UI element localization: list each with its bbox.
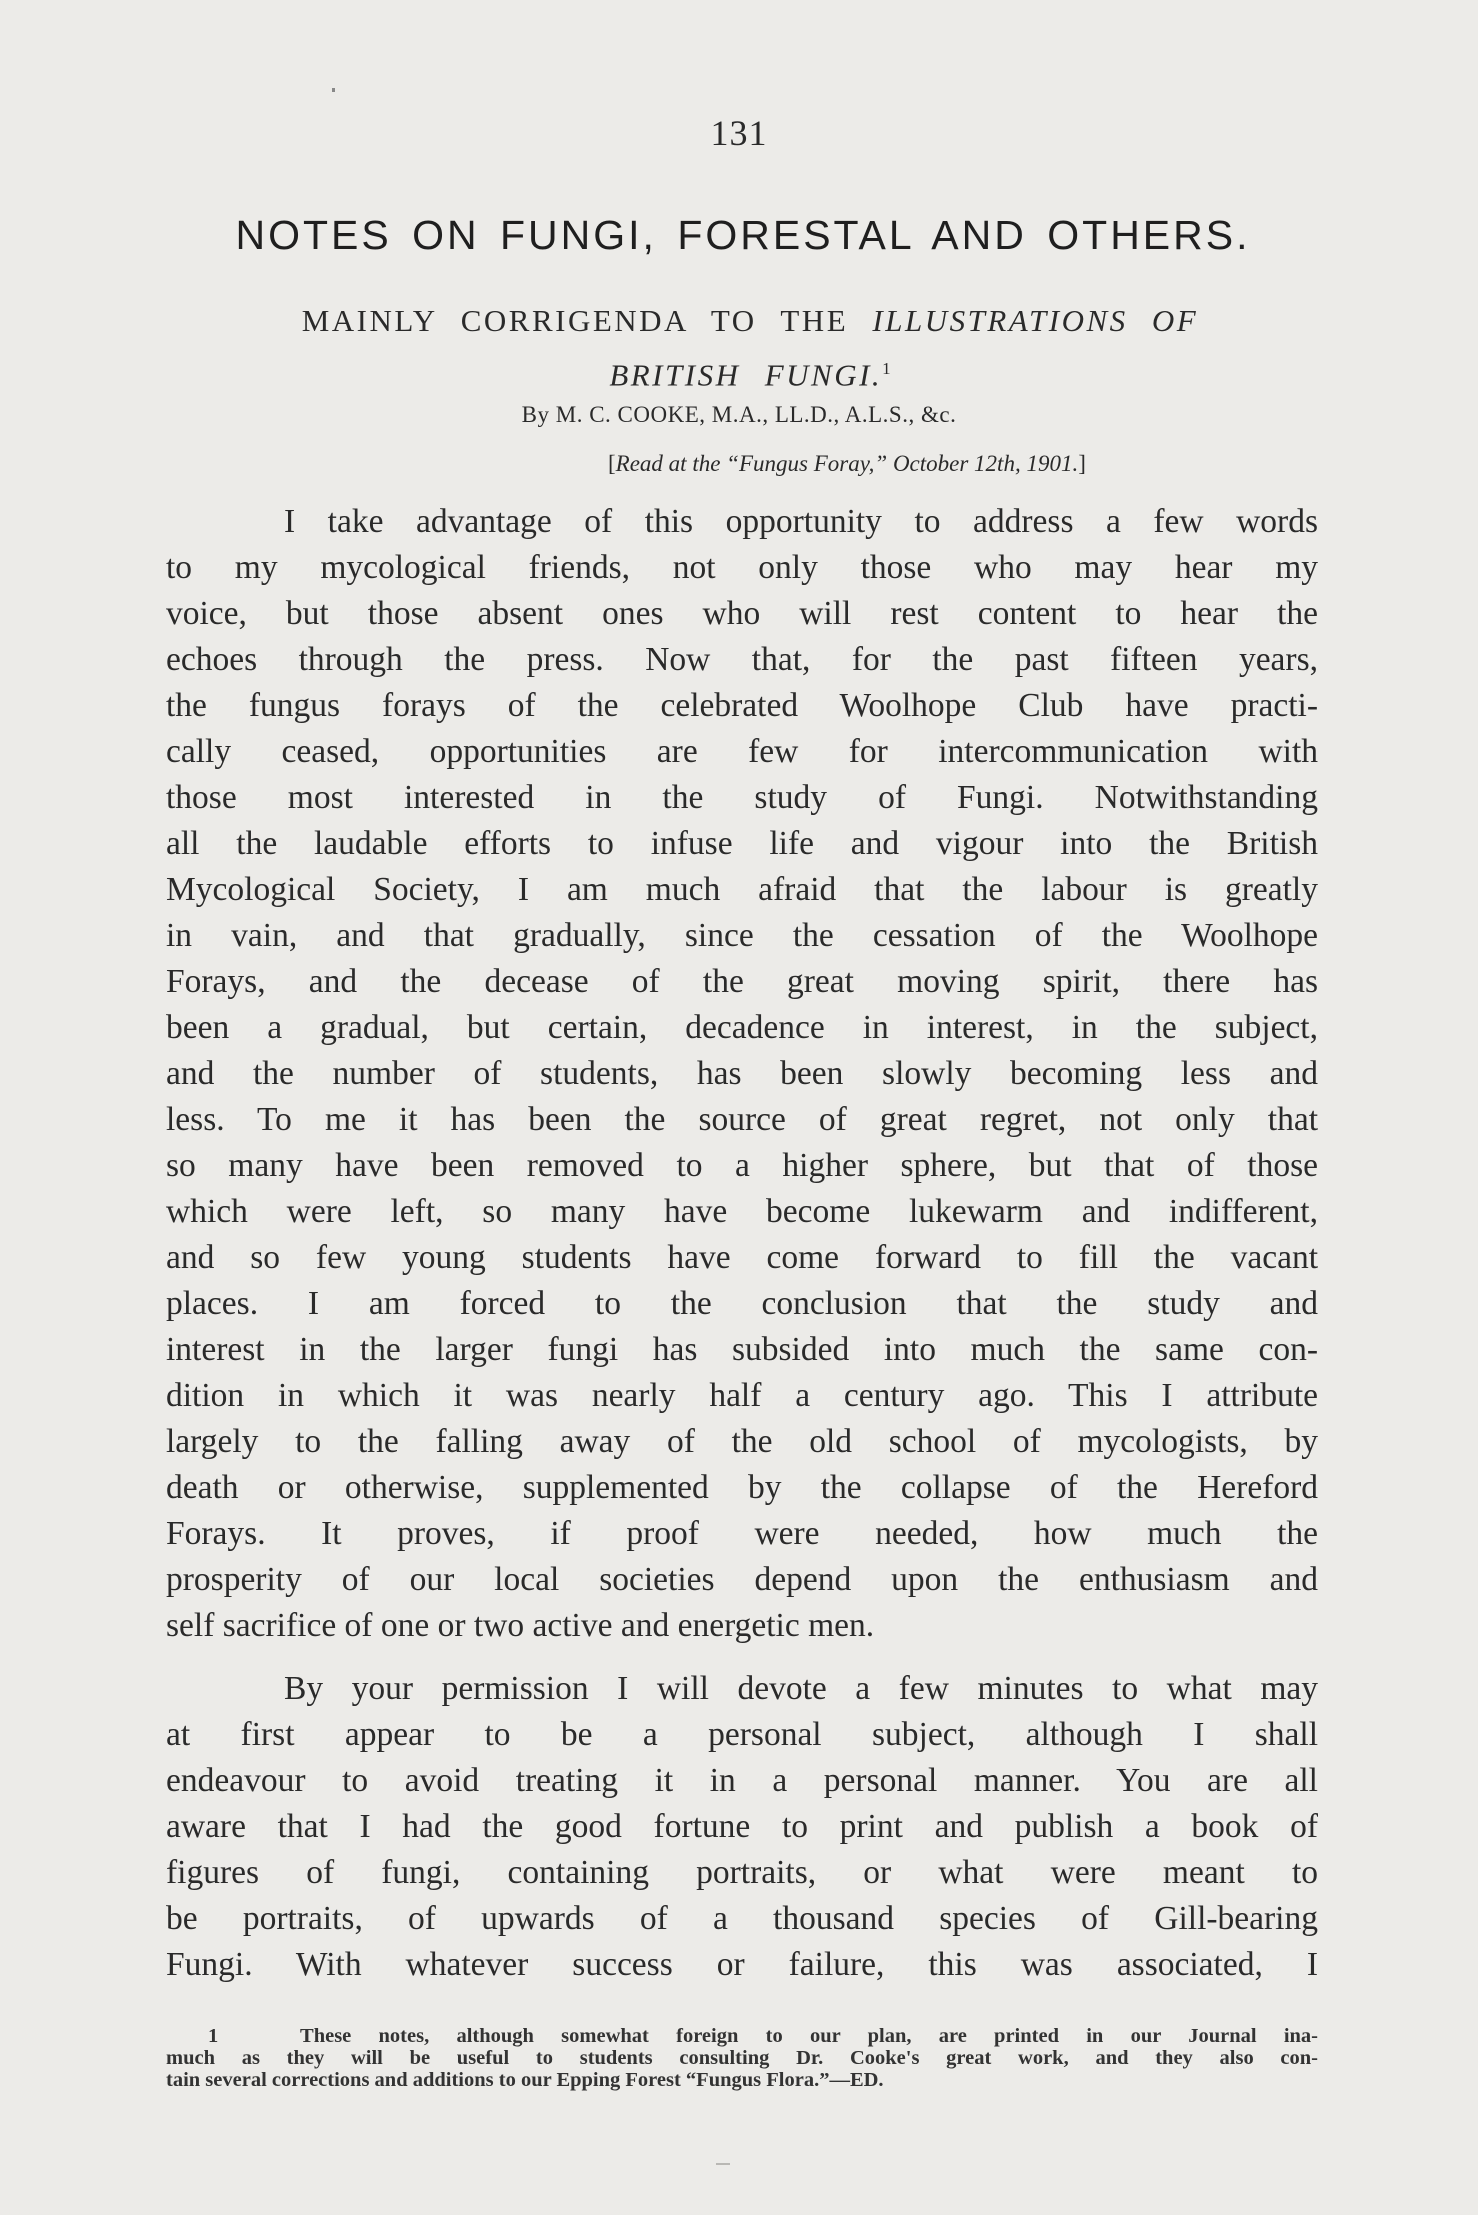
subtitle-plain: MAINLY CORRIGENDA TO THE: [301, 303, 849, 338]
text-line: interest in the larger fungi has subsided into much the same con-: [166, 1331, 1318, 1368]
read-note-close: ]: [1078, 451, 1086, 476]
text-line: and so few young students have come forward to fill the vacant: [166, 1239, 1318, 1276]
text-line: By your permission I will devote a few minutes to what may: [284, 1670, 1318, 1707]
text-line: Forays. It proves, if proof were needed, how much the: [166, 1515, 1318, 1552]
read-note-open: [: [608, 451, 616, 476]
text-line: figures of fungi, containing portraits, or what were meant to: [166, 1854, 1318, 1891]
read-note-text: Read at the “Fungus Foray,” October 12th, 1901.: [615, 451, 1079, 476]
text-line: voice, but those absent ones who will rest content to hear the: [166, 595, 1318, 632]
text-line: Forays, and the decease of the great moving spirit, there has: [166, 963, 1318, 1000]
subtitle-italic-2: BRITISH FUNGI.: [609, 357, 883, 393]
text-line: in vain, and that gradually, since the cessation of the Woolhope: [166, 917, 1318, 954]
text-line: all the laudable efforts to infuse life and vigour into the British: [166, 825, 1318, 862]
footnote-reference: 1: [882, 359, 891, 378]
print-speck: [332, 88, 335, 92]
text-line: largely to the falling away of the old school of mycologists, by: [166, 1423, 1318, 1460]
text-line: less. To me it has been the source of great regret, not only that: [166, 1101, 1318, 1138]
text-line: self sacrifice of one or two active and energetic men.: [166, 1607, 875, 1644]
text-line: to my mycological friends, not only those who may hear my: [166, 549, 1318, 586]
text-line: so many have been removed to a higher sphere, but that of those: [166, 1147, 1318, 1184]
author-byline: By M. C. COOKE, M.A., LL.D., A.L.S., &c.: [521, 402, 957, 427]
text-line: be portraits, of upwards of a thousand species of Gill-bearing: [166, 1900, 1318, 1937]
text-line: I take advantage of this opportunity to address a few words: [284, 503, 1318, 540]
text-line: prosperity of our local societies depend upon the enthusiasm and: [166, 1561, 1318, 1598]
text-line: echoes through the press. Now that, for the past fifteen years,: [166, 641, 1318, 678]
paragraph-1: [166, 499, 1318, 1649]
text-line: endeavour to avoid treating it in a personal manner. You are all: [166, 1762, 1318, 1799]
footnote-line: much as they will be useful to students consulting Dr. Cooke's great work, and they also con-: [166, 2047, 1318, 2069]
footnote-marker: 1: [208, 2025, 219, 2047]
read-note: [608, 451, 1086, 477]
text-line: the fungus forays of the celebrated Woolhope Club have practi-: [166, 687, 1318, 724]
article-subtitle: [190, 297, 1310, 399]
text-line: Fungi. With whatever success or failure, this was associated, I: [166, 1946, 1318, 1983]
text-line: those most interested in the study of Fungi. Notwithstanding: [166, 779, 1318, 816]
text-line: at first appear to be a personal subject, although I shall: [166, 1716, 1318, 1753]
text-line: dition in which it was nearly half a century ago. This I attribute: [166, 1377, 1318, 1414]
text-line: cally ceased, opportunities are few for intercommunication with: [166, 733, 1318, 770]
footnote: [166, 2025, 1318, 2091]
text-line: and the number of students, has been slowly becoming less and: [166, 1055, 1318, 1092]
body-text: [166, 499, 1318, 1988]
text-line: Mycological Society, I am much afraid that the labour is greatly: [166, 871, 1318, 908]
text-line: been a gradual, but certain, decadence in interest, in the subject,: [166, 1009, 1318, 1046]
footnote-text: These notes, although somewhat foreign to our plan, are printed in our Journal ina-: [300, 2025, 1318, 2047]
footnote-line: [166, 2025, 1318, 2047]
text-line: aware that I had the good fortune to print and publish a book of: [166, 1808, 1318, 1845]
article-title: NOTES ON FUNGI, FORESTAL AND OTHERS.: [235, 212, 1251, 258]
page-mark: [716, 2163, 730, 2165]
footnote-line: tain several corrections and additions to our Epping Forest “Fungus Flora.”—ED.: [166, 2069, 884, 2091]
paragraph-gap: [166, 1649, 1318, 1666]
page-number: 131: [710, 113, 768, 153]
text-line: death or otherwise, supplemented by the collapse of the Hereford: [166, 1469, 1318, 1506]
text-line: places. I am forced to the conclusion that the study and: [166, 1285, 1318, 1322]
paragraph-2: [166, 1666, 1318, 1988]
text-line: which were left, so many have become lukewarm and indifferent,: [166, 1193, 1318, 1230]
subtitle-italic-1: ILLUSTRATIONS OF: [872, 303, 1199, 338]
